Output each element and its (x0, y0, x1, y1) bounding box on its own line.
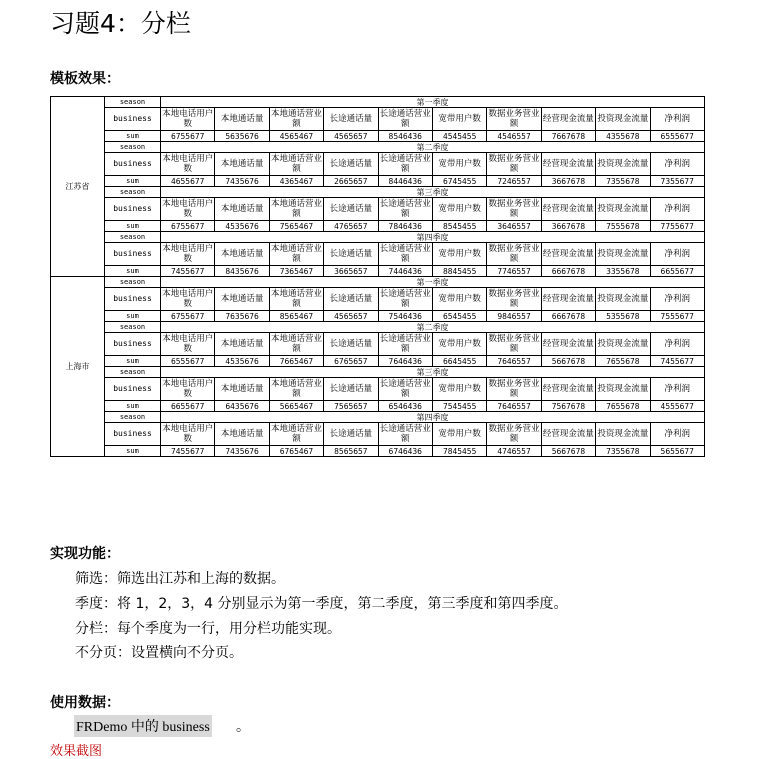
business-label: business (105, 108, 161, 131)
business-header-row (51, 378, 705, 401)
sum-label: sum (105, 356, 161, 367)
sum-value: 6667678 (541, 266, 595, 277)
business-label: business (105, 288, 161, 311)
sum-value: 7546436 (378, 311, 432, 322)
column-header: 经营现金流量 (541, 333, 595, 356)
column-header: 本地通话营业额 (270, 424, 322, 444)
business-header-row (51, 198, 705, 221)
sum-value: 4545455 (432, 131, 486, 142)
sum-value: 4765657 (324, 221, 378, 232)
sum-value: 7435676 (215, 176, 269, 187)
column-header: 经营现金流量 (541, 243, 595, 266)
sum-value: 6545455 (432, 311, 486, 322)
sum-value: 6655677 (161, 401, 215, 412)
season-row (51, 232, 705, 243)
column-header: 数据业务营业额 (488, 424, 540, 444)
column-header: 长途通话营业额 (379, 334, 431, 354)
sum-value: 5667678 (541, 356, 595, 367)
sum-value: 3667678 (541, 221, 595, 232)
sum-value: 4365467 (269, 176, 323, 187)
sum-value: 5665467 (269, 401, 323, 412)
business-header-row (51, 108, 705, 131)
column-header: 本地通话营业额 (270, 289, 322, 309)
sum-value: 6555677 (161, 356, 215, 367)
sum-value: 4565657 (324, 131, 378, 142)
column-header: 数据业务营业额 (488, 154, 540, 174)
column-header: 宽带用户数 (432, 153, 486, 176)
column-header: 本地通话量 (215, 108, 269, 131)
column-header: 经营现金流量 (541, 423, 595, 446)
column-header: 本地通话量 (215, 198, 269, 221)
column-header: 投资现金流量 (596, 423, 650, 446)
sum-value: 7646436 (378, 356, 432, 367)
business-label: business (105, 198, 161, 221)
column-header: 数据业务营业额 (488, 109, 540, 129)
sum-value: 3355678 (596, 266, 650, 277)
business-header-row (51, 423, 705, 446)
business-label: business (105, 378, 161, 401)
season-label: season (105, 142, 161, 153)
sum-value: 7435676 (215, 446, 269, 457)
sum-value: 4565467 (269, 131, 323, 142)
column-header: 投资现金流量 (596, 333, 650, 356)
column-header: 长途通话量 (324, 333, 378, 356)
sum-value: 5667678 (541, 446, 595, 457)
column-header: 本地电话用户数 (162, 154, 214, 174)
column-header: 长途通话量 (324, 198, 378, 221)
sum-value: 4565657 (324, 311, 378, 322)
sum-value: 6435676 (215, 401, 269, 412)
sum-value: 7545455 (432, 401, 486, 412)
season-value: 第四季度 (161, 412, 705, 423)
sum-value: 6765467 (269, 446, 323, 457)
sum-value: 7646557 (487, 401, 541, 412)
sum-row (51, 221, 705, 232)
sum-value: 4655677 (161, 176, 215, 187)
section-heading-template: 模板效果： (50, 71, 120, 87)
business-header-row (51, 288, 705, 311)
column-header: 净利润 (650, 198, 704, 221)
sum-value: 4535676 (215, 356, 269, 367)
sum-value: 7365467 (269, 266, 323, 277)
sum-value: 6765657 (324, 356, 378, 367)
sum-value: 6655677 (650, 266, 704, 277)
column-header: 长途通话量 (324, 288, 378, 311)
column-header: 净利润 (650, 108, 704, 131)
sum-value: 6755677 (161, 221, 215, 232)
sum-label: sum (105, 176, 161, 187)
sum-value: 7455677 (161, 266, 215, 277)
sum-label: sum (105, 221, 161, 232)
sum-value: 5635676 (215, 131, 269, 142)
column-header: 长途通话量 (324, 423, 378, 446)
sum-value: 2665657 (324, 176, 378, 187)
sum-value: 7667678 (541, 131, 595, 142)
business-label: business (105, 243, 161, 266)
sum-value: 3665657 (324, 266, 378, 277)
sum-value: 6745455 (432, 176, 486, 187)
sum-value: 8546436 (378, 131, 432, 142)
sum-value: 7355677 (650, 176, 704, 187)
sum-value: 7567678 (541, 401, 595, 412)
column-header: 数据业务营业额 (488, 289, 540, 309)
column-header: 宽带用户数 (432, 108, 486, 131)
sum-value: 7755677 (650, 221, 704, 232)
season-label: season (105, 97, 161, 108)
column-header: 投资现金流量 (596, 243, 650, 266)
sum-value: 6755677 (161, 131, 215, 142)
sum-value: 8435676 (215, 266, 269, 277)
business-header-row (51, 153, 705, 176)
column-header: 长途通话营业额 (379, 244, 431, 264)
column-header: 本地通话营业额 (270, 109, 322, 129)
column-header: 投资现金流量 (596, 288, 650, 311)
column-header: 宽带用户数 (432, 378, 486, 401)
season-value: 第二季度 (161, 142, 705, 153)
season-value: 第三季度 (161, 187, 705, 198)
business-label: business (105, 423, 161, 446)
season-row (51, 412, 705, 423)
function-item-season: 季度：将 1，2，3，4 分别显示为第一季度，第二季度，第三季度和第四季度。 (75, 596, 568, 612)
column-header: 长途通话量 (324, 378, 378, 401)
sum-row (51, 176, 705, 187)
column-header: 投资现金流量 (596, 108, 650, 131)
column-header: 本地电话用户数 (162, 244, 214, 264)
sum-value: 7355678 (596, 446, 650, 457)
column-header: 本地通话量 (215, 153, 269, 176)
column-header: 经营现金流量 (541, 153, 595, 176)
function-item-nopaging: 不分页：设置横向不分页。 (75, 645, 243, 661)
season-value: 第四季度 (161, 232, 705, 243)
column-header: 数据业务营业额 (488, 379, 540, 399)
sum-value: 6555677 (650, 131, 704, 142)
business-header-row (51, 333, 705, 356)
sum-value: 7555678 (596, 221, 650, 232)
column-header: 净利润 (650, 333, 704, 356)
sum-row (51, 266, 705, 277)
column-header: 投资现金流量 (596, 153, 650, 176)
season-row (51, 142, 705, 153)
column-header: 长途通话量 (324, 153, 378, 176)
sum-label: sum (105, 266, 161, 277)
data-source-tail: 。 (236, 719, 250, 735)
column-header: 本地通话营业额 (270, 244, 322, 264)
column-header: 长途通话营业额 (379, 154, 431, 174)
column-header: 本地电话用户数 (162, 109, 214, 129)
business-label: business (105, 153, 161, 176)
sum-value: 5655677 (650, 446, 704, 457)
sum-value: 6746436 (378, 446, 432, 457)
column-header: 宽带用户数 (432, 423, 486, 446)
season-row (51, 187, 705, 198)
column-header: 本地电话用户数 (162, 379, 214, 399)
column-header: 本地通话量 (215, 423, 269, 446)
season-row (51, 97, 705, 108)
column-header: 数据业务营业额 (488, 334, 540, 354)
column-header: 长途通话营业额 (379, 109, 431, 129)
column-header: 本地通话营业额 (270, 334, 322, 354)
column-header: 净利润 (650, 288, 704, 311)
column-header: 长途通话营业额 (379, 199, 431, 219)
sum-value: 9846557 (487, 311, 541, 322)
province-cell: 江苏省 (51, 97, 105, 277)
column-header: 宽带用户数 (432, 198, 486, 221)
column-header: 长途通话量 (324, 243, 378, 266)
column-header: 数据业务营业额 (488, 244, 540, 264)
season-label: season (105, 277, 161, 288)
column-header: 长途通话营业额 (379, 379, 431, 399)
business-header-row (51, 243, 705, 266)
sum-row (51, 131, 705, 142)
column-header: 经营现金流量 (541, 108, 595, 131)
sum-value: 8545455 (432, 221, 486, 232)
sum-value: 4535676 (215, 221, 269, 232)
column-header: 宽带用户数 (432, 333, 486, 356)
sum-value: 6546436 (378, 401, 432, 412)
column-header: 本地电话用户数 (162, 289, 214, 309)
sum-value: 7455677 (650, 356, 704, 367)
province-cell: 上海市 (51, 277, 105, 457)
sum-value: 4546557 (487, 131, 541, 142)
column-header: 经营现金流量 (541, 198, 595, 221)
column-header: 宽带用户数 (432, 243, 486, 266)
season-label: season (105, 187, 161, 198)
function-item-columns: 分栏：每个季度为一行，用分栏功能实现。 (75, 621, 341, 637)
column-header: 长途通话量 (324, 108, 378, 131)
column-header: 净利润 (650, 423, 704, 446)
column-header: 宽带用户数 (432, 288, 486, 311)
data-source-text: FRDemo 中的 business (74, 715, 212, 737)
sum-value: 6755677 (161, 311, 215, 322)
sum-value: 7455677 (161, 446, 215, 457)
section-heading-data: 使用数据： (50, 695, 120, 711)
sum-label: sum (105, 131, 161, 142)
season-value: 第一季度 (161, 97, 705, 108)
sum-value: 7246557 (487, 176, 541, 187)
function-item-filter: 筛选：筛选出江苏和上海的数据。 (75, 571, 285, 587)
sum-value: 6667678 (541, 311, 595, 322)
season-value: 第一季度 (161, 277, 705, 288)
column-header: 本地通话营业额 (270, 154, 322, 174)
sum-value: 8565657 (324, 446, 378, 457)
season-row (51, 277, 705, 288)
season-label: season (105, 412, 161, 423)
column-header: 净利润 (650, 243, 704, 266)
sum-value: 7845455 (432, 446, 486, 457)
business-label: business (105, 333, 161, 356)
cut-label: 效果截图 (50, 744, 103, 759)
sum-value: 3646557 (487, 221, 541, 232)
season-label: season (105, 232, 161, 243)
column-header: 投资现金流量 (596, 378, 650, 401)
column-header: 本地通话量 (215, 378, 269, 401)
sum-value: 8446436 (378, 176, 432, 187)
season-value: 第三季度 (161, 367, 705, 378)
column-header: 净利润 (650, 378, 704, 401)
column-header: 本地电话用户数 (162, 424, 214, 444)
sum-value: 5355678 (596, 311, 650, 322)
sum-label: sum (105, 311, 161, 322)
sum-value: 6645455 (432, 356, 486, 367)
season-row (51, 367, 705, 378)
column-header: 经营现金流量 (541, 378, 595, 401)
sum-value: 7655678 (596, 401, 650, 412)
sum-row (51, 401, 705, 412)
sum-value: 4355678 (596, 131, 650, 142)
column-header: 净利润 (650, 153, 704, 176)
sum-label: sum (105, 446, 161, 457)
sum-value: 3667678 (541, 176, 595, 187)
sum-label: sum (105, 401, 161, 412)
column-header: 本地通话营业额 (270, 379, 322, 399)
sum-value: 7646557 (487, 356, 541, 367)
sum-value: 7665467 (269, 356, 323, 367)
column-header: 长途通话营业额 (379, 289, 431, 309)
sum-value: 7555677 (650, 311, 704, 322)
column-header: 本地通话量 (215, 243, 269, 266)
sum-value: 7746557 (487, 266, 541, 277)
column-header: 本地电话用户数 (162, 199, 214, 219)
sum-value: 7446436 (378, 266, 432, 277)
sum-value: 7655678 (596, 356, 650, 367)
season-row (51, 322, 705, 333)
report-table (50, 96, 705, 457)
column-header: 经营现金流量 (541, 288, 595, 311)
column-header: 本地通话营业额 (270, 199, 322, 219)
sum-row (51, 356, 705, 367)
sum-value: 8565467 (269, 311, 323, 322)
section-heading-function: 实现功能： (50, 546, 120, 562)
column-header: 数据业务营业额 (488, 199, 540, 219)
sum-row (51, 446, 705, 457)
column-header: 本地电话用户数 (162, 334, 214, 354)
sum-value: 4555677 (650, 401, 704, 412)
sum-value: 7635676 (215, 311, 269, 322)
column-header: 投资现金流量 (596, 198, 650, 221)
sum-row (51, 311, 705, 322)
sum-value: 7565467 (269, 221, 323, 232)
season-value: 第二季度 (161, 322, 705, 333)
sum-value: 4746557 (487, 446, 541, 457)
season-label: season (105, 322, 161, 333)
column-header: 长途通话营业额 (379, 424, 431, 444)
column-header: 本地通话量 (215, 288, 269, 311)
sum-value: 8845455 (432, 266, 486, 277)
sum-value: 7565657 (324, 401, 378, 412)
page-title: 习题4：分栏 (50, 9, 191, 38)
column-header: 本地通话量 (215, 333, 269, 356)
sum-value: 7846436 (378, 221, 432, 232)
season-label: season (105, 367, 161, 378)
sum-value: 7355678 (596, 176, 650, 187)
